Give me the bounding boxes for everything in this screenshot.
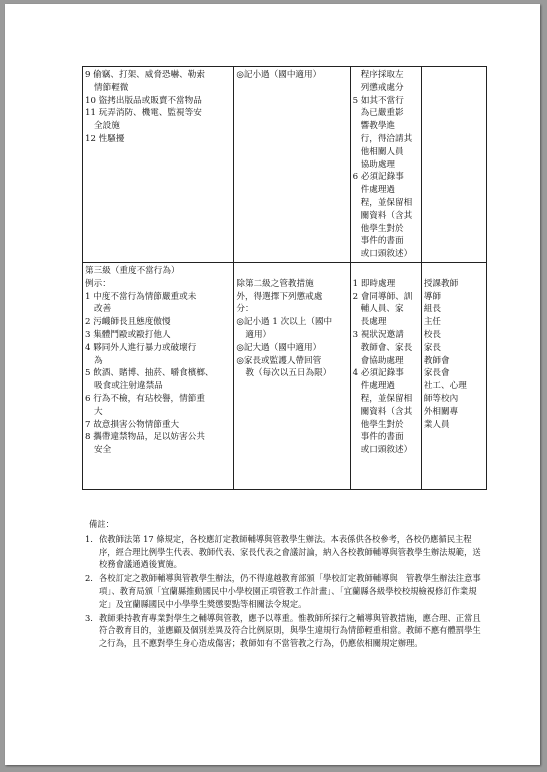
participant-item: 師等校內	[423, 393, 459, 404]
procedure-item: 關資料（含其	[360, 406, 413, 417]
example-label: 例示：	[85, 278, 111, 289]
procedure-item: 事件的書面	[360, 236, 404, 247]
participant-item: 主任	[423, 317, 442, 328]
note-text: 各校訂定之教師輔導與管教學生辦法，仍不得違越教育部頒「學校訂定教師輔導與 管教學生辦法注意事項」、教育局頒「宜蘭縣推動國民中小學校園正項管教工作計畫」、「宜蘭縣各級學校校規檢視修訂作業規定」及宜蘭縣國民中小學學生獎懲要點等相關法令規定。	[99, 573, 481, 609]
procedure-item: 4 必須記錄事	[352, 368, 404, 379]
behavior-item: 4 夥同外人進行暴力或破壞行	[85, 342, 197, 353]
procedure-item: 他學生對於	[360, 419, 404, 430]
measure-item: ◎記大過（國中適用）	[236, 342, 322, 353]
procedure-item: 3 視狀況邀請	[352, 329, 404, 340]
behavior-item: 11 玩弄消防、機電、監視等安	[85, 108, 202, 119]
measure-item: 除第二級之管教措施	[236, 278, 314, 289]
note-item	[85, 572, 485, 610]
notes-section	[85, 518, 485, 651]
note-number: 3.	[85, 612, 93, 623]
participant-item: 家長	[423, 342, 442, 353]
behavior-item: 12 性騷擾	[85, 133, 125, 144]
procedure-item: 長處理	[360, 317, 387, 328]
procedure-item: 他相關人員	[360, 146, 404, 157]
behavior-cell	[83, 262, 234, 489]
behavior-item: 安全	[94, 445, 112, 456]
behavior-item: 7 故意損害公物情節重大	[85, 419, 180, 430]
procedure-item: 程序採取左	[360, 70, 404, 80]
participant-item: 家長會	[423, 368, 450, 379]
level-heading: 第三級（重度不當行為）	[85, 265, 180, 276]
procedure-item: 1 即時處理	[352, 278, 396, 289]
measure-item: ◎記小過 1 次以上（國中	[236, 317, 333, 328]
procedure-item: 件處理過	[360, 185, 396, 196]
table-row	[83, 67, 487, 263]
procedure-item: 響教學進	[360, 121, 396, 132]
procedure-item: 行，得洽請其	[360, 133, 413, 144]
behavior-item: 10 盜拷出版品或販賣不當物品	[85, 95, 202, 106]
behavior-item: 3 集體鬥毆或毆打他人	[85, 329, 171, 340]
procedure-item: 協助處理	[360, 159, 396, 170]
participant-item: 校長	[423, 329, 442, 340]
procedure-item: 5 如其不當行	[352, 95, 404, 106]
procedure-item: 程，並保留相	[360, 197, 413, 208]
procedure-item: 輔人員、家	[360, 304, 404, 315]
behavior-cell	[83, 67, 234, 263]
behavior-item: 1 中度不當行為情節嚴重或未	[85, 291, 197, 302]
measure-item: 教（每次以五日為限）	[245, 368, 332, 379]
note-item	[85, 612, 485, 650]
procedure-item: 教師會、家長	[360, 342, 413, 353]
measure-item: 外，得選擇下列懲戒處	[236, 291, 323, 302]
behavior-item: 為	[94, 355, 103, 366]
participant-item: 組長	[423, 304, 442, 315]
measures-cell	[234, 262, 350, 489]
procedure-item: 程，並保留相	[360, 393, 413, 404]
participant-item: 導師	[423, 291, 442, 302]
participant-item: 業人員	[423, 419, 450, 430]
behavior-item: 5 飲酒、賭博、抽菸、嚼食檳榔、	[85, 368, 214, 379]
measure-item: 適用）	[245, 329, 272, 340]
participant-item: 授課教師	[423, 278, 459, 289]
behavior-item: 改善	[94, 304, 112, 315]
note-text: 依教師法第 17 條規定，各校應訂定教師輔導與管教學生辦法。本表係供各校參考，各校仍應循民主程序，經合理比例學生代表、教師代表、家長代表之會議討論，納入各校教師輔導與管教學生辦法規範，送校務會議通過後實施。	[99, 533, 481, 570]
procedure-item: 事件的書面	[360, 432, 404, 443]
measure-item: ◎記小過（國中適用）	[236, 70, 322, 80]
behavior-item: 9 偷竊、打架、威脅恐嚇、勒索	[85, 70, 205, 80]
procedure-cell	[350, 262, 421, 489]
procedure-item: 2 會同導師、訓	[352, 291, 413, 302]
document-page	[5, 4, 540, 765]
note-number: 1.	[85, 533, 93, 544]
participant-item: 外相關專	[423, 406, 459, 417]
procedure-item: 列懲戒處分	[360, 82, 404, 93]
procedure-item: 或口頭敘述）	[360, 249, 413, 260]
note-number: 2.	[85, 573, 93, 584]
measures-cell	[234, 67, 350, 263]
procedure-item: 會協助處理	[360, 355, 404, 366]
procedure-cell	[350, 67, 421, 263]
participants-cell	[421, 67, 486, 263]
note-item	[85, 533, 485, 571]
procedure-item: 他學生對於	[360, 223, 404, 234]
table-row	[83, 262, 487, 489]
procedure-item: 件處理過	[360, 381, 396, 392]
discipline-table	[82, 66, 487, 490]
behavior-item: 情節輕微	[94, 82, 129, 93]
procedure-item: 6 必須記錄事	[352, 172, 404, 183]
behavior-item: 吸食或注射違禁品	[94, 381, 163, 392]
measure-item: ◎家長或監護人帶回管	[236, 355, 322, 366]
behavior-item: 全設施	[94, 121, 120, 132]
behavior-item: 8 攜帶違禁物品，足以妨害公共	[85, 432, 205, 443]
behavior-item: 6 行為不檢，有玷校譽，情節重	[85, 393, 205, 404]
procedure-item: 關資料（含其	[360, 210, 413, 221]
notes-title: 備註：	[89, 519, 114, 529]
measure-item: 分：	[236, 304, 254, 315]
participant-item: 社工、心理	[423, 381, 467, 392]
participant-item: 教師會	[423, 355, 450, 366]
participants-cell	[421, 262, 486, 489]
behavior-item: 2 污衊師長且態度傲慢	[85, 317, 171, 328]
procedure-item: 或口頭敘述）	[360, 445, 413, 456]
procedure-item: 為已嚴重影	[360, 108, 404, 119]
note-text: 教師秉持教育專業對學生之輔導與管教，應予以尊重。惟教師所採行之輔導與管教措施，應合理、正當且符合教育目的，並應顧及個別差異及符合比例原則，與學生違規行為情節輕重相當。教師不應有體罰學生之行為，且不應對學生身心造成傷害；教師如有不當管教之行為，仍應依相關規定辦理。	[99, 612, 481, 649]
behavior-item: 大	[94, 406, 103, 417]
